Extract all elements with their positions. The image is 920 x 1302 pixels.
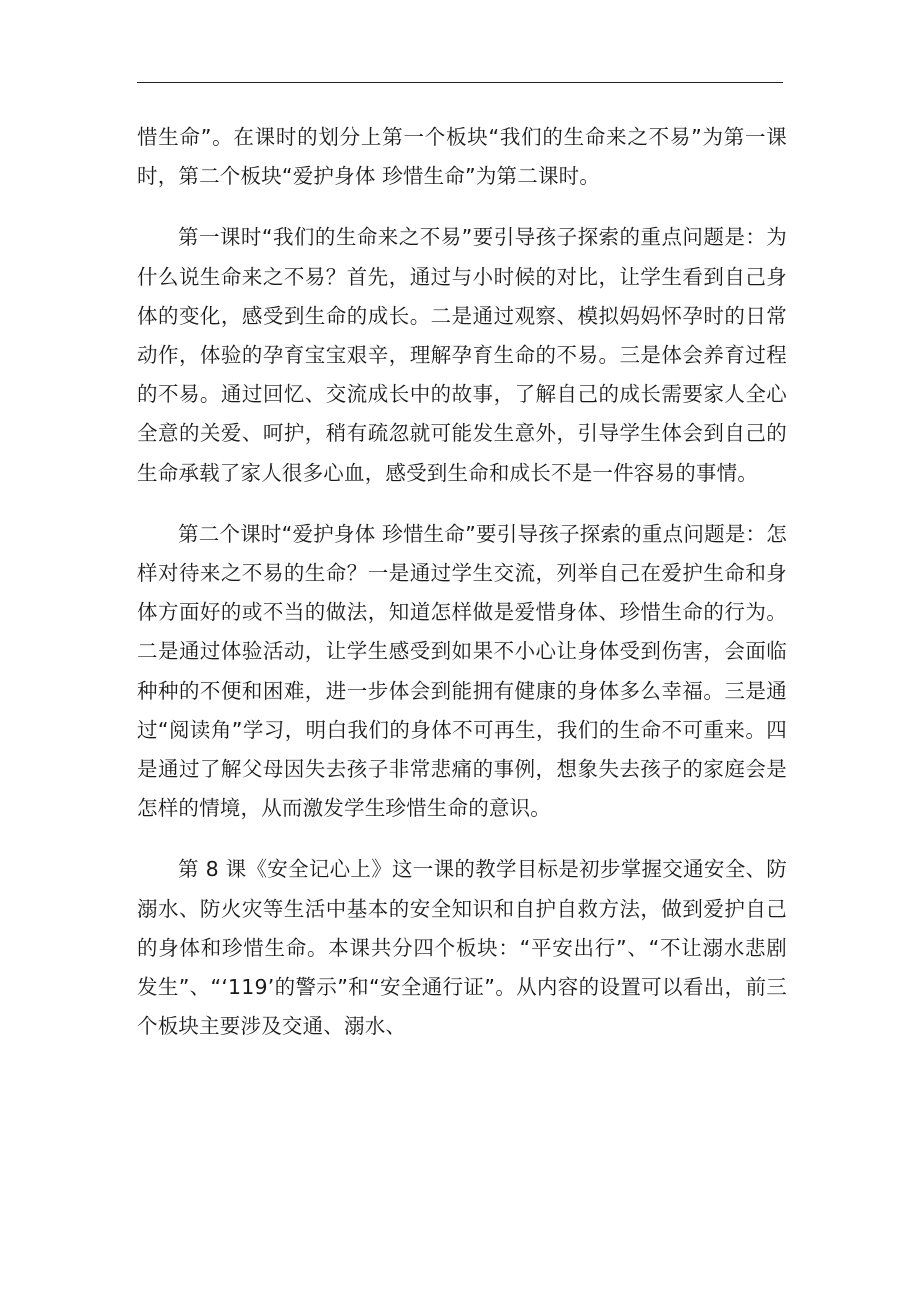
paragraph-spacer (137, 828, 787, 850)
paragraph-spacer (137, 493, 787, 515)
paragraph-3: 第二个课时“爱护身体 珍惜生命”要引导孩子探索的重点问题是：怎样对待来之不易的生命？一是通过学生交流，列举自己在爱护生命和身体方面好的或不当的做法，知道怎样做是爱惜身体、珍惜生命的行为。二是通过体验活动，让学生感受到如果不小心让身体受到伤害，会面临种种的不便和困难，进一步体会到能拥有健康的身体多么幸福。三是通过“阅读角”学习，明白我们的身体不可再生，我们的生命不可重来。四是通过了解父母因失去孩子非常悲痛的事例，想象失去孩子的家庭会是怎样的情境，从而激发学生珍惜生命的意识。 (137, 521, 787, 821)
document-body (137, 118, 787, 1046)
paragraph-spacer (137, 196, 787, 218)
paragraph-1: 惜生命”。在课时的划分上第一个板块“我们的生命来之不易”为第一课时，第二个板块“爱护身体 珍惜生命”为第二课时。 (137, 125, 787, 189)
paragraph-4: 第 8 课《安全记心上》这一课的教学目标是初步掌握交通安全、防溺水、防火灾等生活中基本的安全知识和自护自救方法，做到爱护自己的身体和珍惜生命。本课共分四个板块：“平安出行”、“不让溺水悲剧发生”、“‘119’的警示”和“安全通行证”。从内容的设置可以看出，前三个板块主要涉及交通、溺水、 (137, 857, 787, 1039)
header-rule (137, 82, 783, 83)
paragraph-2: 第一课时“我们的生命来之不易”要引导孩子探索的重点问题是：为什么说生命来之不易？首先，通过与小时候的对比，让学生看到自己身体的变化，感受到生命的成长。二是通过观察、模拟妈妈怀孕时的日常动作，体验的孕育宝宝艰辛，理解孕育生命的不易。三是体会养育过程的不易。通过回忆、交流成长中的故事，了解自己的成长需要家人全心全意的关爱、呵护，稍有疏忽就可能发生意外，引导学生体会到自己的生命承载了家人很多心血，感受到生命和成长不是一件容易的事情。 (137, 225, 787, 485)
